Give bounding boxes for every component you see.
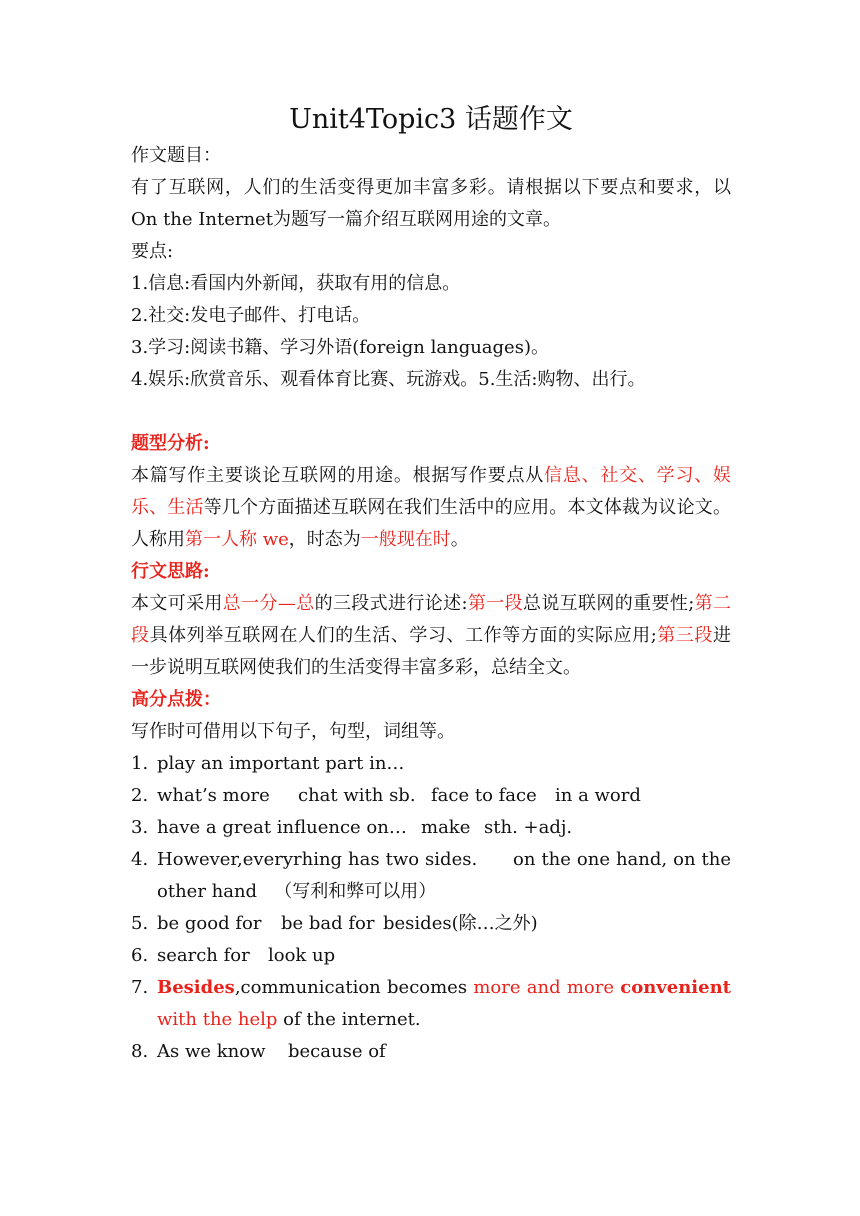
spacer — [131, 396, 731, 428]
highlight-phrase: with the help — [157, 1009, 278, 1030]
approach-highlight: 第一段 — [467, 593, 523, 614]
phrase: in a word — [555, 785, 641, 806]
analysis-highlight: 第一人称 we — [185, 529, 289, 550]
analysis-highlight: 信息、社交、学习、娱乐、生活 — [131, 465, 731, 518]
sentence-text: of the internet. — [277, 1009, 421, 1030]
list-item — [131, 748, 731, 780]
phrase: search for — [157, 945, 250, 966]
item-number: 4. — [131, 849, 149, 870]
phrase: have a great influence on… — [157, 817, 407, 838]
approach-highlight: 第二段 — [131, 593, 731, 646]
approach-highlight: 总一分—总 — [222, 593, 315, 614]
task-intro: 有了互联网，人们的生活变得更加丰富多彩。请根据以下要点和要求，以 On the Internet为题写一篇介绍互联网用途的文章。 — [131, 177, 731, 230]
approach-highlight: 第三段 — [656, 625, 714, 646]
tips-intro: 写作时可借用以下句子，句型，词组等。 — [131, 721, 455, 742]
sentence-text: ,communication becomes — [234, 977, 474, 998]
phrase: because of — [288, 1041, 386, 1062]
tips-list — [131, 748, 731, 1068]
point-item: 4.娱乐:欣赏音乐、观看体育比赛、玩游戏。5.生活:购物、出行。 — [131, 369, 646, 390]
keyword-besides: Besides — [157, 977, 235, 998]
list-item — [131, 844, 731, 908]
phrase: chat with sb. — [298, 785, 416, 806]
item-number: 6. — [131, 945, 149, 966]
approach-text: 总说互联网的重要性; — [522, 593, 695, 614]
item-number: 2. — [131, 785, 149, 806]
approach-heading: 行文思路: — [131, 561, 210, 582]
approach-paragraph — [131, 588, 731, 684]
list-item — [131, 908, 731, 940]
phrase-note: （写利和弊可以用） — [274, 881, 437, 902]
phrase: play an important part in… — [157, 753, 405, 774]
approach-text: 具体列举互联网在人们的生活、学习、工作等方面的实际应用; — [149, 625, 657, 646]
point-item: 3.学习:阅读书籍、学习外语(foreign languages)。 — [131, 337, 549, 358]
phrase: make — [421, 817, 471, 838]
phrase: besides(除…之外) — [383, 913, 538, 934]
item-number: 1. — [131, 753, 149, 774]
document-title: Unit4Topic3 话题作文 — [289, 104, 573, 135]
analysis-paragraph — [131, 460, 731, 556]
phrase: on the one hand, on the other hand — [157, 849, 731, 902]
analysis-text: 。 — [450, 529, 469, 550]
approach-text: 进一步说明互联网使我们的生活变得丰富多彩，总结全文。 — [131, 625, 732, 678]
item-number: 7. — [131, 977, 149, 998]
highlight-phrase: more and more — [473, 977, 621, 998]
document-page — [131, 100, 731, 1068]
keyword-convenient: convenient — [620, 977, 731, 998]
approach-text: 的三段式进行论述: — [314, 593, 468, 614]
task-label: 作文题目： — [131, 145, 221, 166]
phrase: However,everyrhing has two sides. — [157, 849, 478, 870]
list-item — [131, 812, 731, 844]
phrase: face to face — [431, 785, 537, 806]
point-item: 2.社交:发电子邮件、打电话。 — [131, 305, 371, 326]
phrase: be good for — [157, 913, 262, 934]
item-number: 5. — [131, 913, 149, 934]
analysis-heading: 题型分析: — [131, 433, 210, 454]
point-item: 1.信息:看国内外新闻，获取有用的信息。 — [131, 273, 461, 294]
phrase: be bad for — [281, 913, 375, 934]
analysis-highlight: 一般现在时 — [360, 529, 451, 550]
analysis-text: 等几个方面描述互联网在我们生活中的应用。本文体裁为议论文。人称用 — [131, 497, 731, 550]
list-item — [131, 1036, 731, 1068]
points-label: 要点: — [131, 241, 174, 262]
list-item — [131, 972, 731, 1036]
list-item — [131, 780, 731, 812]
tips-heading: 高分点拨： — [131, 689, 221, 710]
analysis-text: 本篇写作主要谈论互联网的用途。根据写作要点从 — [131, 465, 545, 486]
phrase: sth. +adj. — [484, 817, 573, 838]
phrase: As we know — [157, 1041, 266, 1062]
approach-text: 本文可采用 — [131, 593, 223, 614]
item-number: 3. — [131, 817, 149, 838]
item-number: 8. — [131, 1041, 149, 1062]
phrase: look up — [268, 945, 336, 966]
analysis-text: ，时态为 — [288, 529, 361, 550]
phrase: what’s more — [157, 785, 270, 806]
list-item — [131, 940, 731, 972]
